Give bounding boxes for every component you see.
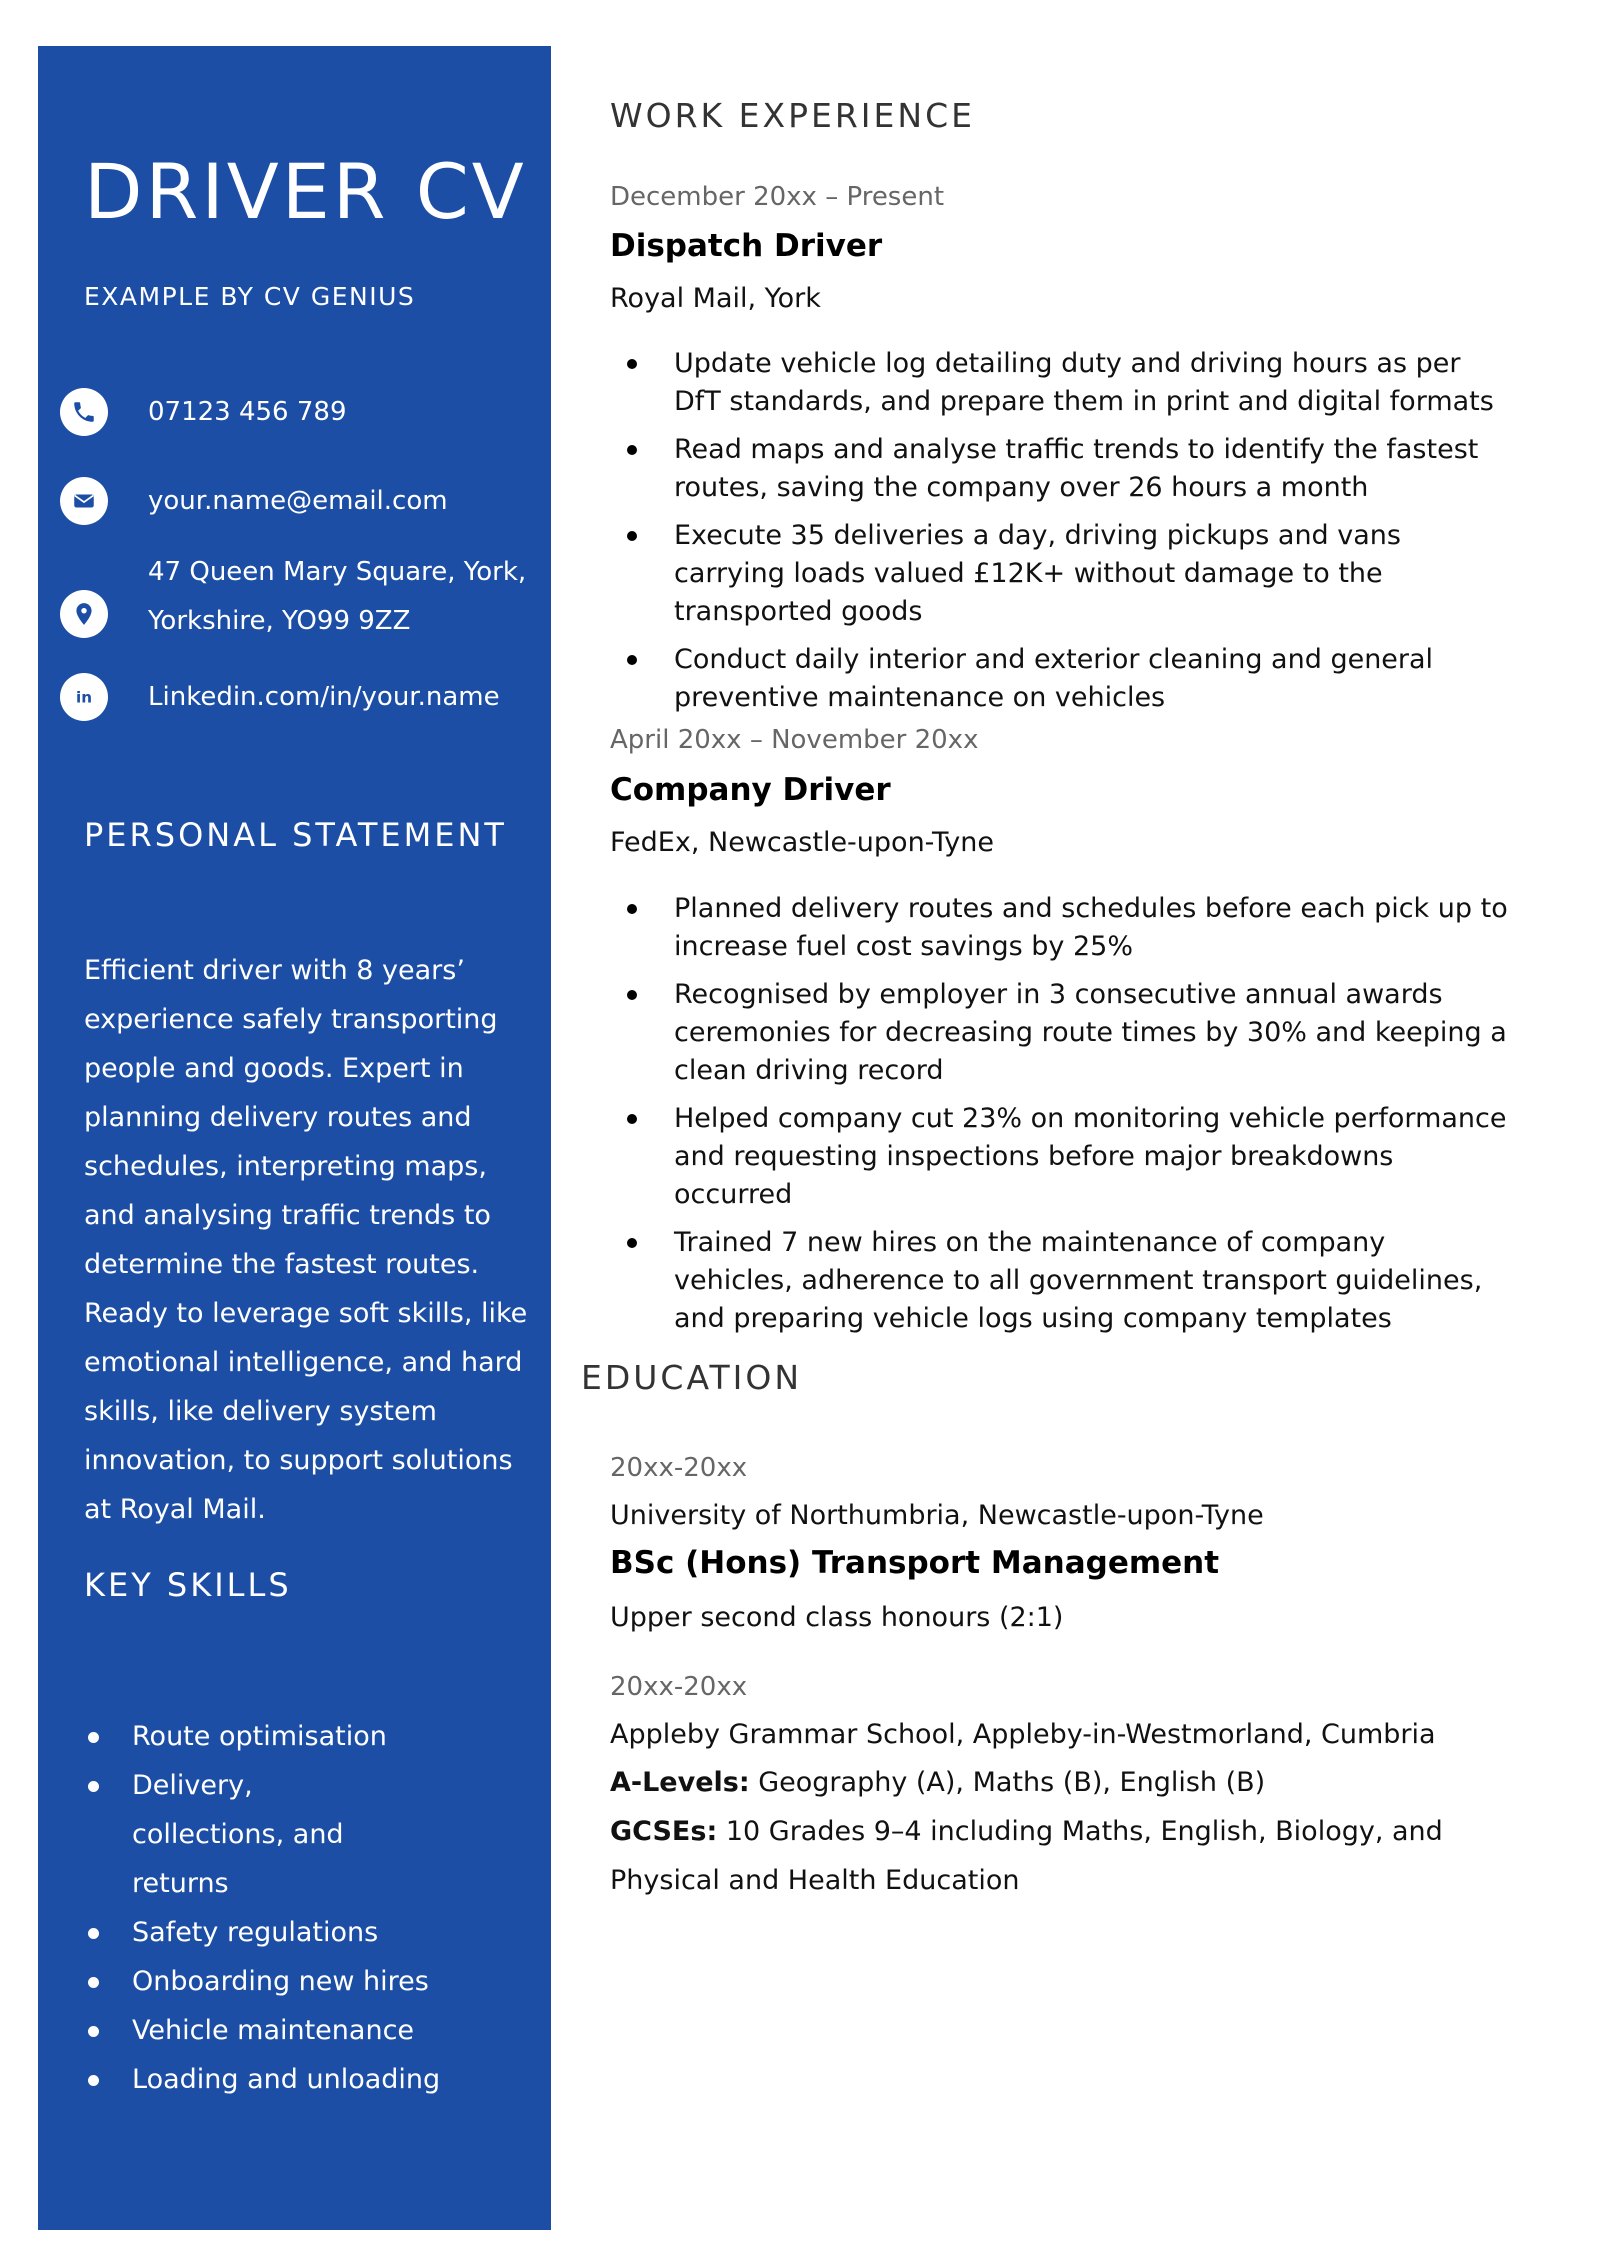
- skill-item: Onboarding new hires: [84, 1957, 524, 2006]
- job-bullet: Trained 7 new hires on the maintenance of company vehicles, adherence to all government transport guidelines, and preparing vehicle logs using company templates: [610, 1224, 1510, 1338]
- education-dates: 20xx-20xx: [610, 1453, 748, 1483]
- address-line-2: Yorkshire, YO99 9ZZ: [148, 606, 411, 636]
- alevels-text: Geography (A), Maths (B), English (B): [749, 1767, 1266, 1798]
- education-heading: EDUCATION: [581, 1358, 803, 1397]
- address-line-1: 47 Queen Mary Square, York,: [148, 557, 527, 587]
- skill-item: Loading and unloading: [84, 2055, 524, 2104]
- linkedin-url: Linkedin.com/in/your.name: [148, 682, 500, 712]
- work-experience-heading: WORK EXPERIENCE: [610, 96, 975, 135]
- skill-item: Route optimisation: [84, 1712, 524, 1761]
- education-institution: University of Northumbria, Newcastle-upon-Tyne: [610, 1500, 1264, 1531]
- job-company: Royal Mail, York: [610, 283, 821, 314]
- skill-item: Safety regulations: [84, 1908, 524, 1957]
- cv-subtitle: EXAMPLE BY CV GENIUS: [84, 282, 416, 311]
- job-dates: April 20xx – November 20xx: [610, 725, 979, 755]
- key-skills-heading: KEY SKILLS: [84, 1566, 292, 1604]
- education-degree: BSc (Hons) Transport Management: [610, 1545, 1220, 1581]
- job-bullets: [610, 890, 1510, 1348]
- education-gcses: [610, 1807, 1490, 1905]
- education-institution: Appleby Grammar School, Appleby-in-Westmorland, Cumbria: [610, 1719, 1436, 1750]
- alevels-label: A-Levels:: [610, 1767, 750, 1798]
- education-detail: Upper second class honours (2:1): [610, 1602, 1064, 1633]
- gcses-text: 10 Grades 9–4 including Maths, English, Biology, and Physical and Health Education: [610, 1816, 1443, 1896]
- cv-title: DRIVER CV: [84, 147, 527, 236]
- job-bullet: Helped company cut 23% on monitoring vehicle performance and requesting inspections before major breakdowns occurred: [610, 1100, 1510, 1214]
- skill-item: Vehicle maintenance: [84, 2006, 524, 2055]
- svg-text:in: in: [76, 688, 92, 707]
- education-alevels: [610, 1758, 1490, 1807]
- job-title: Company Driver: [610, 772, 891, 808]
- gcses-label: GCSEs:: [610, 1816, 718, 1847]
- job-company: FedEx, Newcastle-upon-Tyne: [610, 827, 994, 858]
- personal-statement-heading: PERSONAL STATEMENT: [84, 816, 507, 854]
- job-bullets: [610, 345, 1510, 727]
- job-title: Dispatch Driver: [610, 228, 883, 264]
- job-bullet: Planned delivery routes and schedules before each pick up to increase fuel cost savings by 25%: [610, 890, 1510, 966]
- job-dates: December 20xx – Present: [610, 182, 945, 212]
- email-address: your.name@email.com: [148, 486, 448, 516]
- skill-item: Delivery, collections, and returns: [84, 1761, 524, 1908]
- education-dates: 20xx-20xx: [610, 1672, 748, 1702]
- job-bullet: Conduct daily interior and exterior cleaning and general preventive maintenance on vehicles: [610, 641, 1510, 717]
- phone-number: 07123 456 789: [148, 397, 347, 427]
- job-bullet: Read maps and analyse traffic trends to identify the fastest routes, saving the company over 26 hours a month: [610, 431, 1510, 507]
- job-bullet: Execute 35 deliveries a day, driving pickups and vans carrying loads valued £12K+ without damage to the transported goods: [610, 517, 1510, 631]
- job-bullet: Recognised by employer in 3 consecutive annual awards ceremonies for decreasing route times by 30% and keeping a clean driving record: [610, 976, 1510, 1090]
- personal-statement-text: Efficient driver with 8 years’ experience safely transporting people and goods. Expert in planning delivery routes and schedules, interpreting maps, and analysing traffic trends to determine the fastest routes. Ready to leverage soft skills, like emotional intelligence, and hard skills, like delivery system innovation, to support solutions at Royal Mail.: [84, 955, 528, 1525]
- job-bullet: Update vehicle log detailing duty and driving hours as per DfT standards, and prepare them in print and digital formats: [610, 345, 1510, 421]
